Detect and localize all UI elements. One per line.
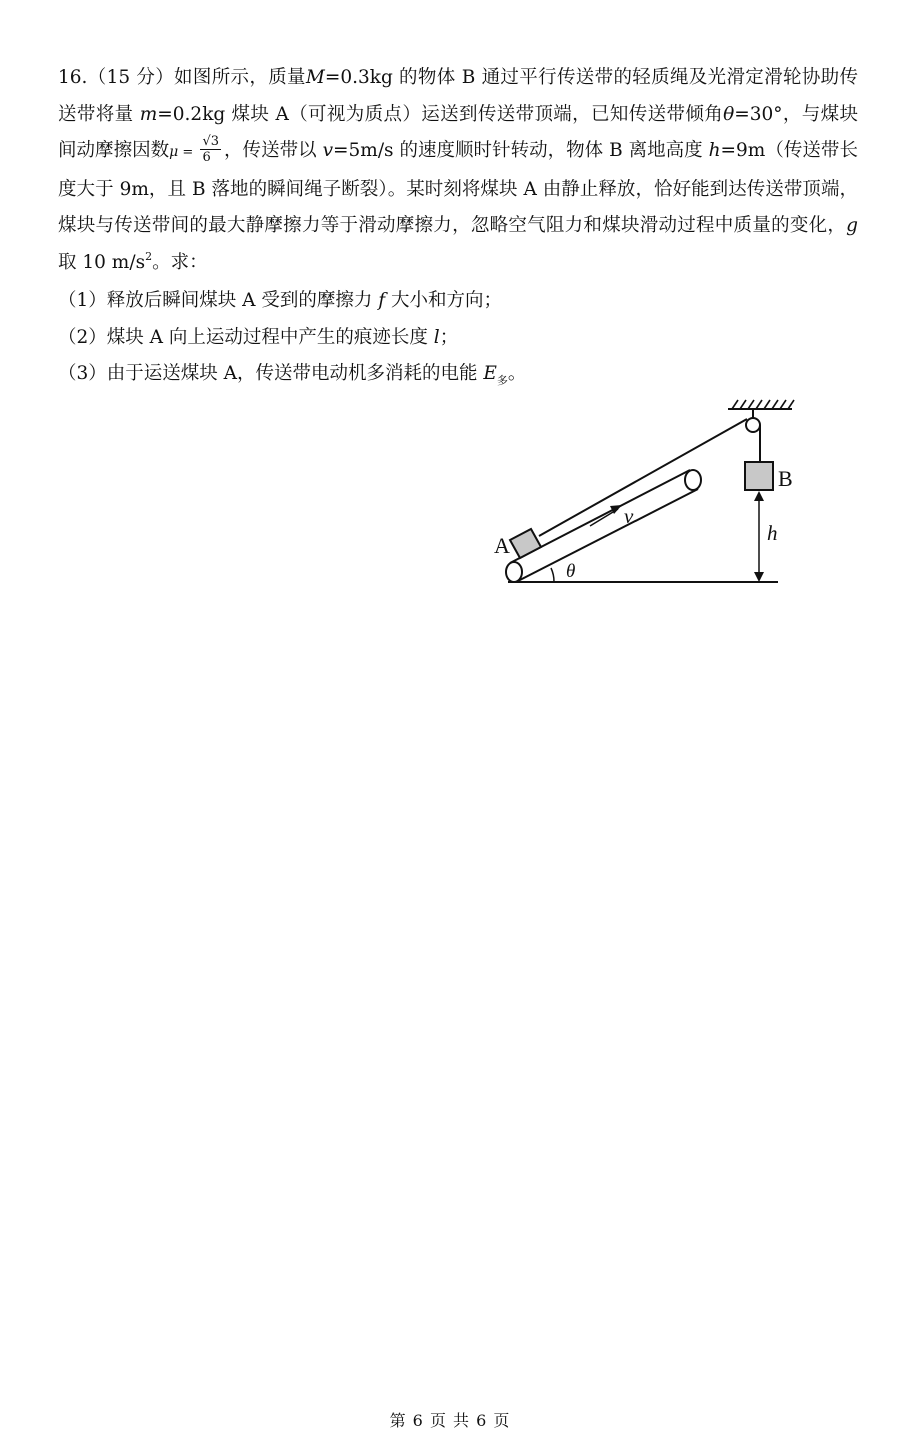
statement-text: =0.3kg 的物体 B 通过平行传送带的轻质绳及光滑定滑轮协助传送带将量 <box>58 67 858 125</box>
statement-text: 。求： <box>152 251 208 273</box>
label-h: h <box>767 521 778 545</box>
fraction-numerator: √3 <box>202 133 220 149</box>
problem-score: （15 分） <box>87 67 175 88</box>
mu-fraction <box>200 134 221 165</box>
problem-16 <box>58 60 858 395</box>
question-text: 大小和方向； <box>385 290 503 311</box>
equals-sign: = <box>178 145 198 160</box>
block-B <box>745 462 773 490</box>
label-B: B <box>778 466 793 491</box>
var-mu: μ <box>169 144 179 160</box>
var-E: E <box>483 363 497 384</box>
var-l: l <box>433 326 440 348</box>
conveyor-diagram <box>480 385 820 595</box>
fraction-denominator: 6 <box>202 149 211 165</box>
page-footer: 第 6 页 共 6 页 <box>389 1411 511 1430</box>
problem-number: 16. <box>58 67 88 88</box>
subscript-duo: 多 <box>496 374 508 387</box>
statement-text: =5m/s 的速度顺时针转动，物体 B 离地高度 <box>333 140 709 161</box>
question-text: （2）煤块 A 向上运动过程中产生的痕迹长度 <box>58 326 434 348</box>
rope-incline <box>539 419 747 536</box>
var-M: M <box>305 67 325 88</box>
statement-text: =0.2kg 煤块 A（可视为质点）运送到传送带顶端，已知传送带倾角 <box>157 103 724 125</box>
statement-text: =9m（传送带长度大于 9m，且 B 落地的瞬间绳子断裂）。某时刻将煤块 A 由静止释放，恰好能到达传送带顶端，煤块与传送带间的最大静摩擦力等于滑动摩擦力，忽略空气阻力和煤块滑动过程中质量的变化， <box>58 140 858 236</box>
label-v: v <box>624 504 634 528</box>
question-text: 。 <box>507 363 527 384</box>
question-1 <box>58 283 858 320</box>
velocity-arrow <box>590 509 618 526</box>
question-2 <box>58 320 858 357</box>
label-theta: θ <box>566 561 576 582</box>
question-text: （3）由于运送煤块 A，传送带电动机多消耗的电能 <box>58 363 484 384</box>
height-arrow-bottom-head <box>754 572 764 582</box>
superscript-2: 2 <box>145 249 153 263</box>
var-theta: θ <box>723 103 735 125</box>
top-roller <box>685 470 701 490</box>
label-A: A <box>494 533 510 558</box>
angle-arc <box>551 568 554 582</box>
var-g: g <box>846 215 858 236</box>
statement-text: 取 10 m/s <box>58 251 146 273</box>
belt-bottom-edge <box>516 489 698 582</box>
height-arrow-top-head <box>754 491 764 501</box>
ceiling-hatching <box>732 400 794 409</box>
var-h: h <box>708 140 721 161</box>
statement-text: 如图所示，质量 <box>174 67 306 88</box>
pulley <box>746 418 760 432</box>
bottom-roller <box>506 562 522 582</box>
var-v: v <box>322 140 334 161</box>
var-f: f <box>378 290 386 311</box>
question-text: ； <box>439 326 459 348</box>
statement-text: ，传送带以 <box>224 140 323 161</box>
var-m: m <box>139 103 158 125</box>
problem-statement <box>58 60 858 283</box>
question-text: （1）释放后瞬间煤块 A 受到的摩擦力 <box>58 290 379 311</box>
statement-text: =30°，与煤块间动摩擦因数 <box>58 103 858 161</box>
block-A <box>510 529 541 558</box>
